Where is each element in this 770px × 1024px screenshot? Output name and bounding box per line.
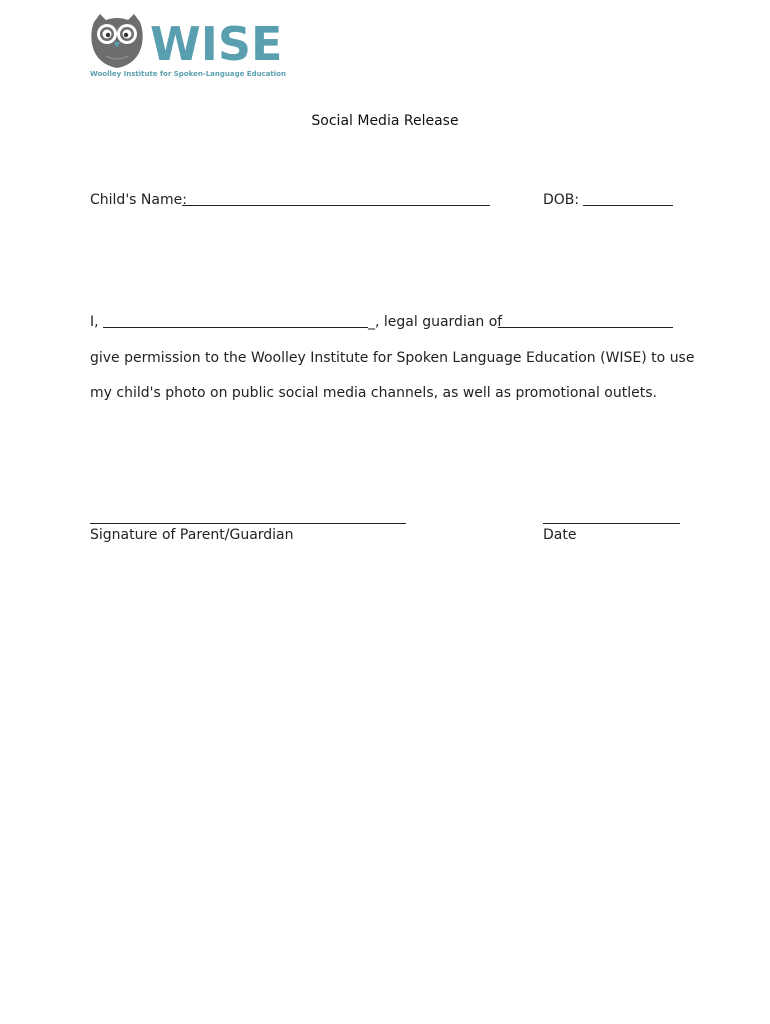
logo-wordmark: WISE (150, 17, 283, 71)
signature-label: Signature of Parent/Guardian (90, 527, 294, 543)
statement-line-3: my child's photo on public social media channels, as well as promotional outlets. (90, 385, 657, 401)
child-of-guardian-blank[interactable] (498, 327, 673, 328)
child-name-label: Child's Name: (90, 192, 187, 208)
wise-logo (88, 12, 288, 82)
child-name-blank[interactable] (182, 205, 490, 206)
logo-tagline: Woolley Institute for Spoken-Language Education (90, 70, 286, 78)
date-blank[interactable] (543, 523, 680, 524)
document-title: Social Media Release (311, 113, 459, 129)
statement-line-2: give permission to the Woolley Institute for Spoken Language Education (WISE) to use (90, 350, 695, 366)
dob-blank[interactable] (583, 205, 673, 206)
dob-label: DOB: (543, 192, 580, 208)
signature-blank[interactable] (90, 523, 406, 524)
guardian-name-blank[interactable] (103, 327, 368, 328)
owl-logo-icon (88, 12, 146, 70)
statement-middle: _, legal guardian of (368, 314, 503, 330)
date-label: Date (543, 527, 577, 543)
statement-prefix: I, (90, 314, 99, 330)
